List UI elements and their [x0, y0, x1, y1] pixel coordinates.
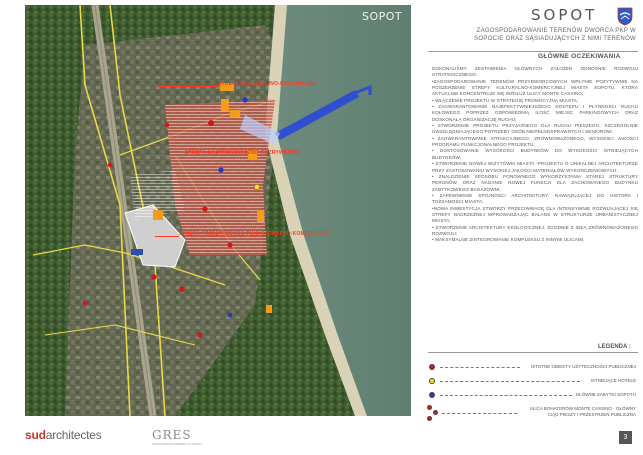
- expectations-text: [432, 66, 638, 244]
- legend-leader-line: [442, 413, 517, 414]
- map-title: SOPOT: [362, 10, 403, 23]
- legend-label: GŁÓWNE ZABYTKI SOPOTU: [575, 392, 636, 397]
- legend-leader-line: [440, 381, 580, 382]
- zone-pointer-line: [158, 86, 218, 87]
- page-title: SOPOT: [531, 6, 598, 24]
- page-number: 3: [619, 431, 632, 444]
- legend-dot-red: [427, 405, 432, 410]
- legend-dot-blue: [429, 392, 435, 398]
- page-subtitle: ZAGOSPODAROWANIE TERENÓW DWORCA PKP W SOPOCIE ORAZ SĄSIADUJĄCYCH Z NIMI TERENÓW: [474, 28, 636, 42]
- divider: [428, 352, 638, 353]
- text-paragraph: • ZAGWARANTOWANIE NAJEFEKTYWNIEJSZEGO DOSTĘPU I PŁYNNOŚCI RUCHU KOŁOWEGO POPRZEZ ODPOWIEDNIĄ ILOŚĆ MIEJSC PARKINGOWYCH ORAZ DOSKONAŁĄ ORGANIZACJĘ RUCHU;: [432, 104, 638, 122]
- legend-dot-red: [427, 416, 432, 421]
- text-paragraph: • WŁĄCZENIE PROJEKTU W STRATEGIĘ PROMOCYJNĄ MIASTA;: [432, 97, 579, 103]
- legend-dot-red: [429, 364, 435, 370]
- legend-dot-red: [433, 410, 438, 415]
- section-title: GŁÓWNE OCZEKIWANIA: [538, 53, 621, 60]
- legend-dot-yellow: [429, 378, 435, 384]
- legend-leader-line: [440, 367, 520, 368]
- divider: [428, 51, 638, 52]
- legend-title: LEGENDA :: [598, 344, 631, 350]
- gres-logo-subtitle: GRUPA ROZWOJU ENERGETYKI SOPOTU: [152, 443, 202, 446]
- logo-text-architectes: architectes: [45, 428, 102, 442]
- text-paragraph: DOKONALIŚMY ZESTAWIENIA GŁÓWNYCH ZAŁOŻEŃ ODNOŚNIE ROZWOJU STRATEGICZNEGO:: [432, 66, 638, 78]
- text-paragraph: • STWORZENIE PROJEKTU PRZYJAZNEGO DLA RUCHU PIESZEGO, SZCZEGÓLNIE UWZGLĘDNIAJĄCEGO POTRZEBY OSÓB NIEPEŁNOSPRAWNYCH I SENIORÓW;: [432, 123, 638, 135]
- text-paragraph: • ZAPEWNIENIE SPÓJNOŚCI ARCHITEKTURY, NAWIĄZUJĄCEJ DO HISTORII I TOŻSAMOŚCI MIASTA;: [432, 192, 638, 205]
- sud-architectes-logo: [25, 428, 102, 442]
- zone-label-gastronomy: STREFA GASTRONOMICZNO-ROZRYWKOWA: [185, 150, 301, 156]
- parking-marker: [131, 249, 143, 255]
- sopot-crest-icon: [617, 7, 633, 26]
- legend-leader-line: [440, 395, 572, 396]
- text-paragraph: •NOWA INWESTYCJA STWORZY PRZECIWWAGĘ DLA INTENSYWNIE ROZWIJAJĄCEJ SIĘ STREFY NADRZEŻNEJ WPROWADZAJĄC BALANS W STRUKTURZE URBANISTYCZNEJ MIASTA;: [432, 205, 638, 224]
- text-paragraph: •ZAGOSPODAROWANIE TERENÓW PRZYDWORCOWYCH WPŁYNIE POZYTYWNIE NA POSZERZENIE STREFY KULTURALNO-KOMERCYJNEJ MIASTA SOPOTU, KTÓRA AKTUALNIE KONCENTRUJE SIĘ WZDŁUŻ ULICY MONTE CASSINO;: [432, 78, 638, 97]
- text-paragraph: • ZAGWARANTOWANIE ATRAKCYJNEGO, ZRÓWNOWAŻONEGO, WYSOKIEJ JAKOŚCI PROGRAMU FUNKCJONALNEGO PROJEKTU;: [432, 135, 638, 148]
- legend-label: ISTOTNE OBIEKTY UŻYTECZNOŚCI PUBLICZNEJ: [530, 364, 636, 369]
- site-map[interactable]: [25, 5, 411, 416]
- gres-logo: GRES: [152, 428, 192, 442]
- zone-pointer-line: [143, 155, 185, 156]
- logo-text-sud: sud: [25, 428, 46, 442]
- zone-label-commercial-cultural: STREFA KOMERCYJNO-KULTURALNA: [218, 81, 317, 87]
- text-paragraph: • DOSTOSOWANIE WYSOKOŚCI BUDYNKÓW DO WYSOKOŚCI ISTNIEJĄCYCH BUDYNKÓW;: [432, 148, 638, 160]
- text-paragraph: • STWORZENIE NOWEJ WIZYTÓWKI MIASTA -PROJEKTU O UNIKALNEJ ARCHITEKTURZE PRZY ZASTOSOWANIU WYSOKIEJ JAKOŚCI MATERIAŁÓW WYKOŃCZENIOWYCH;: [432, 161, 638, 173]
- text-paragraph: • MAKSYMALNE ZINTEGROWANIE KOMPLEKSU Z INNYMI ULICAMI;: [432, 237, 585, 243]
- legend-label: ISTNIEJĄCE HOTELE: [590, 378, 636, 383]
- zone-pointer-line: [155, 236, 179, 237]
- legend-label: ULICA BOHATERÓW MONTE CASSINO - GŁÓWNY CIĄG PIESZY I PRZESTRZEŃ PUBLICZNA: [529, 406, 636, 417]
- zone-label-spatial-commercial: STREFA PRZESTRZENNO-FUNKCJONALNO-KOMERCYJNA: [179, 231, 331, 237]
- text-paragraph: • STWORZENIE ARCHITEKTURY EKOLOGICZNEJ, ZGODNIE Z IDEĄ ZRÓWNOWAŻONEGO ROZWOJU;: [432, 224, 638, 236]
- aerial-map-graphic: [25, 5, 411, 416]
- text-paragraph: • ZNALEZIENIE SPOSOBU PONOWNEGO WYKORZYSTANIA STAREJ STRUKTURY PERONÓW ORAZ NADANIE NOWEJ FUNKCJI DLA ZACHOWANEGO BUDYNKU ZABYTKOWEGO BAGAŻOWNI;: [432, 173, 638, 192]
